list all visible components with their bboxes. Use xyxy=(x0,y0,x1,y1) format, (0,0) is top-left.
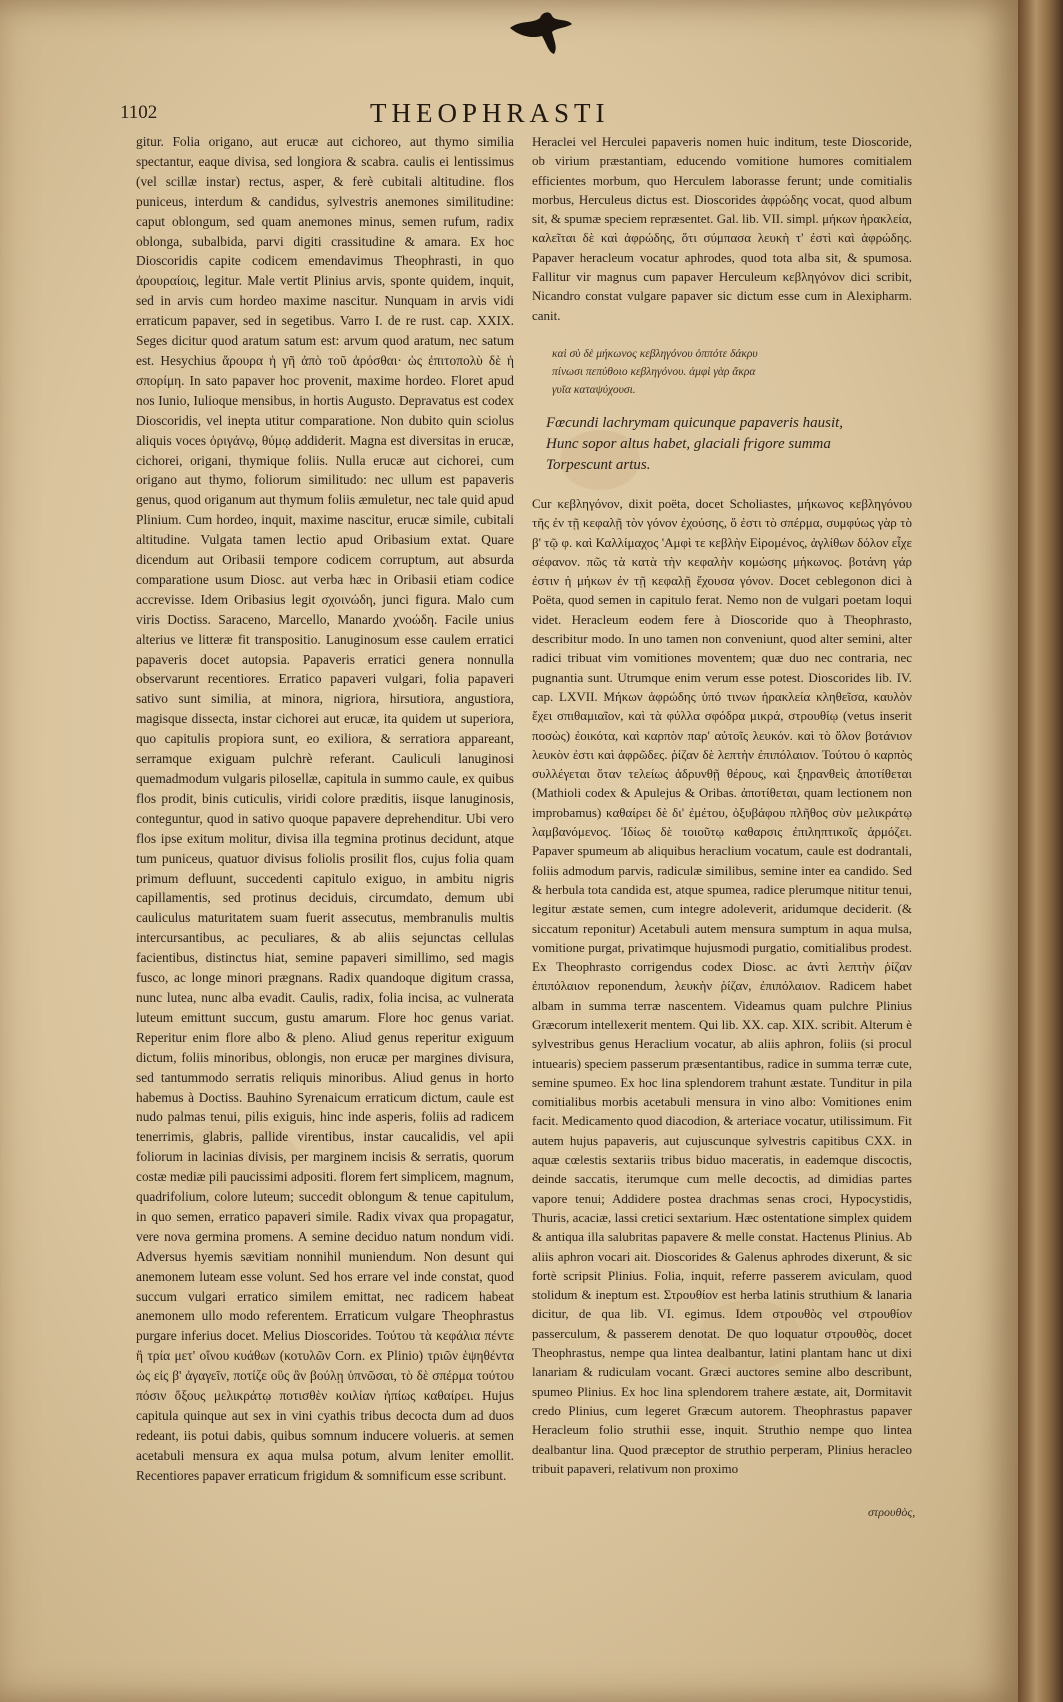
greek-verse-line: γυῖα καταψύχουσι. xyxy=(552,383,636,396)
latin-verse-line: Fœcundi lachrymam quicunque papaveris hausit, xyxy=(546,414,844,431)
right-column xyxy=(532,132,912,1478)
left-column-text: gitur. Folia origano, aut erucæ aut cichoreo, aut thymo similia spectantur, eaque divisa, sed longiora & scabra. caulis ei lentissimus (vel scillæ instar) rectus, asper, & ferè cubitali altitudine. flos puniceus, interdum & candidus, sylvestris anemones similitudine: caput oblongum, sed quam anemones minus, semen rufum, radix oblonga, subalbida, parvi digiti crassitudine & amara. Ex hoc Dioscoridis capite codicem emendavimus Theophrasti, in quo ἀρουραίοις, legitur. Male vertit Plinius arvis, sponte quidem, inquit, sed in arvis cum hordeo maxime nascitur. Nunquam in arvis vidi erraticum papaver, sed in segetibus. Varro I. de re rust. cap. XXIX. Seges dicitur quod aratum satum est: arvum quod aratum, nec satum est. Hesychius ἄρουρα ἡ γῆ ἀπὸ τοῦ ἀρόσθαι· ὡς ἐπιτοπολὺ δὲ ἡ σπορίμη. In sato papaver hoc provenit, maxime hordeo. Floret apud nos Iunio, Iulioque mensibus, in hortis Augusto. Depravatus est codex Dioscoridis, vel inepta utitur comparatione. Non dubito quin sciolus aliquis voces ὀριγάνῳ, θύμῳ addiderit. Magna est diversitas in erucæ, cichorei, origani, thymique foliis. Nulla erucæ aut cichorei, cum origano aut thymo, foliorum similitudo: nec ullum est papaveris genus, quod origanum aut thymum foliis æmuletur, nec tale quid apud Plinium. Cum hordeo, inquit, maxime nascitur, erucæ simile, cubitali altitudine. Vulgata tamen lectio apud Oribasium extat. Quare dicendum aut Oribasii tempore codicem corruptum, aut absurda comparatione usum Diosc. aut verba hæc in Oribasii etiam codice accrevisse. Idem Oribasius legit σχοινώδη, junci figura. Malo cum viris Doctiss. Saraceno, Marcello, Manardo χνοώδη. Facile unius alterius ve litteræ fit transpositio. Lanuginosum esse caulem erratici papaveris docet autopsia. Papaveris erratici genera nonnulla observarunt recentiores. Erratico papaveri vulgari, folia papaveri sativo sunt similia, at minora, nigriora, hirsutiora, angustiora, magisque dissecta, instar cichorei aut erucæ, ita quidem ut superiora, quo capitulis propiora sunt, eo exiliora, & serratiora appareant, serramque exiguam pulchrè referant. Cauliculi lanuginosi quemadmodum vulgaris pilosellæ, capitula in summo caule, ex quibus flos prodit, binis cuticulis, viridi colore præditis, iisque lanuginosis, conteguntur, quod in sativo quoque papavere deprehenditur. Ubi vero flos ipse exitum molitur, divisa illa tegmina protinus decidunt, atque tum puniceus, quatuor divisus foliolis prosilit flos, cujus folia quam primum defluunt, succedenti capitulo exiguo, in ambitu nigris capillamentis, sed protinus deciduis, circumdato, demum ubi cauliculus maturitatem suam fuerit assecutus, membranulis multis intercursantibus, ac peculiares, & ab aliis sejunctas cellulas facientibus, distinctus hiat, semine papaveri simillimo, sed magis fusco, ac longe minori prægnans. Radix quandoque digitum crassa, nunc lutea, nunc alba evadit. Caulis, radix, folia incisa, ac vulnerata luteum emittunt succum, gustu amarum. Flore hoc genus variat. Reperitur enim flore albo & pleno. Aliud genus reperitur exiguum dictum, foliis minoribus, oblongis, non erucæ per margines divisura, sed tantummodo serratis reliquis minoribus. Aliud genus in horto habemus à Doctiss. Bauhino Syrenaicum erraticum dictum, caule est nudo palmas tenui, pilis exiguis, hinc inde asperis, foliis ad radicem tenerrimis, glabris, pallide virentibus, instar caucalidis, vel apii foliorum in lacinias divisis, per marginem incisis & serratis, quorum costæ mediæ pili paucissimi adpositi. florem fert simplicem, magnum, quadrifolium, colore luteum; succedit oblongum & tenue capitulum, in quo semen, erratico papaveri simile. Radix vivax qua propagatur, vere nova germina promens. A semine deciduo natum nondum vidi. Adversus hyemis sævitiam nonnihil muniendum. Non desunt qui anemonem luteam esse volunt. Sed hos errare vel inde constat, quod succum vulgari erratico similem emittat, nec radicem habeat anemonem ullo modo referentem. Erraticum vulgare Theophrastus purgare inferius docet. Melius Dioscorides. Τούτου τὰ κεφάλια πέντε ἢ τρία μετ' οἴνου κυάθων (κοτυλῶν Corn. ex Plinio) τριῶν ἑψηθέντα ὡς εἰς β' ἀγαγεῖν, ποτίζε οὓς ἂν βούλῃ ὑπνῶσαι, τὸ δὲ σπέρμα τούτου πόσιν ὄξους μελικράτῳ ποτισθὲν κοιλίαν ἠπίως καθαίρει. Hujus capitula quinque aut sex in vini cyathis tribus decocta dum ad duos redeant, iis potui dabis, quibus somnum inducere volueris. at semen acetabuli mensura ex aqua mulsa potum, alvum leniter emollit. Recentiores papaver erraticum frigidum & somnificum esse scribunt. xyxy=(136,134,514,1483)
left-column xyxy=(136,132,514,1486)
latin-verse-quote xyxy=(546,413,912,476)
right-column-body: Cur κεβληγόνον, dixit poëta, docet Scholiastes, μήκωνος κεβληγόνου τῆς ἐν τῇ κεφαλῇ τὸν γόνον ἐχούσης, ὅ ἐστι τὸ σπέρμα, συμφύως γὰρ τὸ β' τῷ φ. καὶ Καλλίμαχος 'Αμφὶ τε κεβλὴν Εἰρομένος, ἀγλίθων δόλον εἶχε σέφανον. πῶς τὰ κατὰ τὴν κεφαλὴν κομώσης μήκωνος. βοτάνη γάρ ἐστιν ἡ μήκων ἐν τῇ κεφαλῇ ἔχουσα γόνον. Docet ceblegonon dici à Poëta, quod semen in capitulo ferat. Nemo non de vulgari poetam loqui videt. Heracleum eodem fere à Dioscoride quo à Theophrasto, describitur modo. In uno tamen non conveniunt, quod alter semini, alter radici tribuat vim vomitiones moventem; quæ duo nec contraria, nec pugnantia sunt. Utrumque enim verum esse potest. Dioscorides lib. IV. cap. LXVII. Μήκων ἀφρώδης ὑπό τινων ἡρακλεία κληθεῖσα, καυλὸν ἔχει σπιθαμιαῖον, καὶ τὰ φύλλα σφόδρα μικρά, στρουθίῳ (vetus inserit ποσὼς) ἐοικότα, καὶ καρπὸν παρ' αὐτοῖς λευκόν. καὶ τὸ ὅλον βοτάνιον λευκὸν ἐστι καὶ ἀφρῶδες. ῥίζαν δὲ λεπτὴν ἐπιπόλαιον. Τούτου ὁ καρπὸς συλλέγεται ὅταν τελείως ἁδρυνθῇ θέρους, καὶ ξηρανθεὶς ἀποτίθεται (Mathioli codex & Apulejus & Oribas. ἀποτίθεται, quam lectionem non improbamus) καθαίρει δὲ δι' ἐμέτου, ὀξυβάφου πλῆθος σὺν μελικράτῳ λαμβανόμενος. Ἰδίως δὲ τοιοῦτῳ καθαρσις ἐπιληπτικοῖς ἁρμόζει. Papaver spumeum ab aliquibus heraclium vocatum, caule est dodrantali, foliis admodum parvis, radiculæ similibus, semine inter ea candido. Sed & herbula tota candida est, atque spumea, radice plerumque nititur tenui, legitur æstate semen, cum integre adoleverit, aridumque deciderit. (& siccatum reponitur) Acetabuli autem mensura sumptum in aqua mulsa, vomitione purgat, privatimque hujusmodi purgatio, comitialibus prodest. Ex Theophrasto corrigendus codex Diosc. ac ἀντὶ λεπτὴν ῥίζαν ἐπιπόλαιον reponendum, λευκὴν ῥίζαν, ἐπιπόλαιον. Radicem habet albam in summa terræ nascentem. Videamus quam pulchre Plinius Græcorum intellexerit mentem. Qui lib. XX. cap. XIX. scribit. Alterum è sylvestribus genus Heraclium vocatur, ab aliis aphron, foliis (si procul intuearis) speciem passerum præsentantibus, radice in summa terræ cute, semine spumeo. Ex hoc lina splendorem trahunt æstate. Tunditur in pila comitialibus morbis acetabuli mensura in vino albo: Vomitiones enim facit. Medicamento quod diacodion, & arteriace vocatur, utilissimum. Fit autem hujus papaveris, aut cujuscunque sylvestris capitibus CXX. in aquæ cœlestis sextariis tribus biduo maceratis, in eademque discoctis, deinde saccatis, iterumque cum melle decoctis, ad dimidias partes vapore tenui; Addidere postea drachmas senas croci, Hypocystidis, Thuris, acaciæ, lassi cretici sextarium. Hæc ostentatione simplex quidem & antiqua illa salubritas papavere & melle constat. Hactenus Plinius. Ab aliis aphron vocari ait. Dioscorides & Galenus aphrodes dixerunt, & sic fortè scripsit Plinius. Folia, inquit, referre passerem aviculam, quod stolidum & ineptum est. Στρουθίον est herba latinis struthium & lanaria dicitur, de qua lib. VI. egimus. Idem στρουθὸς vel στρουθίον passerculum, & passerem denotat. De quo loquatur στρουθὸς, docet Theophrastus, nempe qua lintea dealbantur, latini plantam hanc ut dixi lanariam & rudiculam vocant. Græci auctores semine albo describunt, spumeo Plinius. Ex hoc lina splendorem trahere æstate, ait, Dormitavit credo Plinius, cum legeret Græcum autorem. Theophrastus papaver Heracleum folio struthii esse, inquit. Struthio nempe quo lintea dealbantur lina. Quod præceptor de struthio perperam, Plinius heracleo tribuit papaveri, relativum non proximo xyxy=(532,495,912,1476)
latin-verse-line: Torpescunt artus. xyxy=(546,456,651,473)
greek-verse-quote xyxy=(552,345,912,399)
page-number: 1102 xyxy=(120,102,158,123)
catchword: στρουθὸς, xyxy=(868,1505,916,1519)
greek-verse-line: πίνωσι πεπύθοιο κεβληγόνου. ἀμφὶ γὰρ ἄκρα xyxy=(552,365,756,378)
right-column-intro: Heraclei vel Herculei papaveris nomen huic inditum, teste Dioscoride, ob virium præstantiam, educendo vomitione humores comitialem efficientes morbum, quo Herculem laborasse ferunt; unde comitialis morbus, Herculeus dictus est. Dioscorides ἀφρώδης vocat, quod album sit, & spumæ speciem repræsentet. Gal. lib. VII. simpl. μήκων ἡρακλεία, καλεῖται δὲ καὶ ἀφρώδης, ὅτι σύμπασα λευκὴ τ' ἐστὶ καὶ ἀφρώδης. Papaver heracleum vocatur aphrodes, quod tota alba sit, & spumosa. Fallitur vir magnus cum papaver Herculeum κεβληγόνον dici scribit, Nicandro constat vulgare papaver sic dictum esse cum in Alexipharm. canit. xyxy=(532,134,912,323)
page-header xyxy=(120,98,1000,128)
latin-verse-line: Hunc sopor altus habet, glaciali frigore summa xyxy=(546,435,831,452)
book-edge xyxy=(1018,0,1063,1702)
ink-blot-mark xyxy=(506,8,576,56)
running-title: THEOPHRASTI xyxy=(370,98,610,128)
greek-verse-line: καὶ σὺ δὲ μήκωνος κεβληγόνου ὁππότε δάκρυ xyxy=(552,347,758,360)
